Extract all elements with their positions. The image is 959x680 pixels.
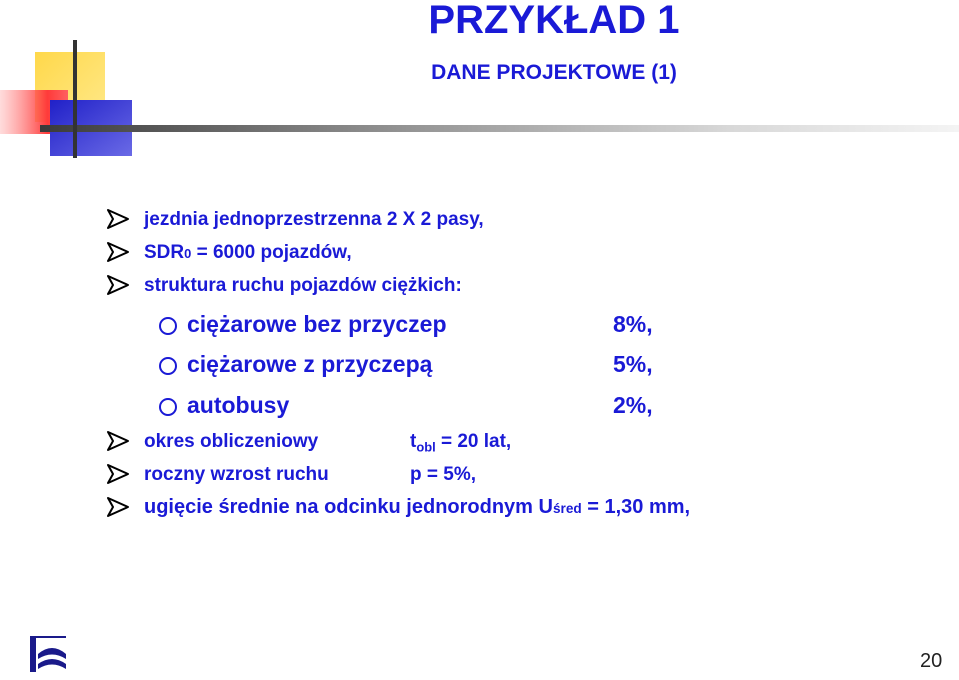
arrow-bullet-icon	[106, 430, 130, 452]
circle-bullet-icon	[159, 398, 177, 416]
list-item: roczny wzrost ruchu	[144, 464, 329, 485]
list-item: okres obliczeniowy	[144, 431, 319, 452]
header-rule	[40, 125, 959, 132]
circle-bullet-icon	[159, 357, 177, 375]
list-item-value: p = 5%,	[410, 464, 476, 485]
sub-list-value: 5%,	[613, 351, 653, 377]
list-item: jezdnia jednoprzestrzenna 2 X 2 pasy,	[144, 209, 484, 230]
circle-bullet-icon	[159, 317, 177, 335]
arrow-bullet-icon	[106, 208, 130, 230]
page-title: PRZYKŁAD 1	[428, 0, 680, 42]
header-vertical-rule	[73, 40, 77, 158]
arrow-bullet-icon	[106, 274, 130, 296]
sub-list-item: ciężarowe z przyczepą	[187, 351, 433, 377]
arrow-bullet-icon	[106, 463, 130, 485]
sub-list-item: autobusy	[187, 392, 290, 418]
arrow-bullet-icon	[106, 241, 130, 263]
sub-list-item: ciężarowe bez przyczep	[187, 311, 447, 337]
list-item: struktura ruchu pojazdów ciężkich:	[144, 275, 462, 296]
arrow-bullet-icon	[106, 496, 130, 518]
list-item: SDR 0 = 6000 pojazdów,	[144, 242, 352, 263]
page-subtitle: DANE PROJEKTOWE (1)	[431, 61, 677, 84]
sub-list-value: 2%,	[613, 392, 653, 418]
sub-list-value: 8%,	[613, 311, 653, 337]
page-number: 20	[920, 650, 943, 672]
list-item: ugięcie średnie na odcinku jednorodnym U śred = 1,30 mm,	[144, 496, 691, 518]
list-item-value: $t_{obl} = 20$ lat,	[410, 431, 512, 455]
logo-icon	[30, 632, 70, 672]
header-decoration	[0, 38, 959, 168]
